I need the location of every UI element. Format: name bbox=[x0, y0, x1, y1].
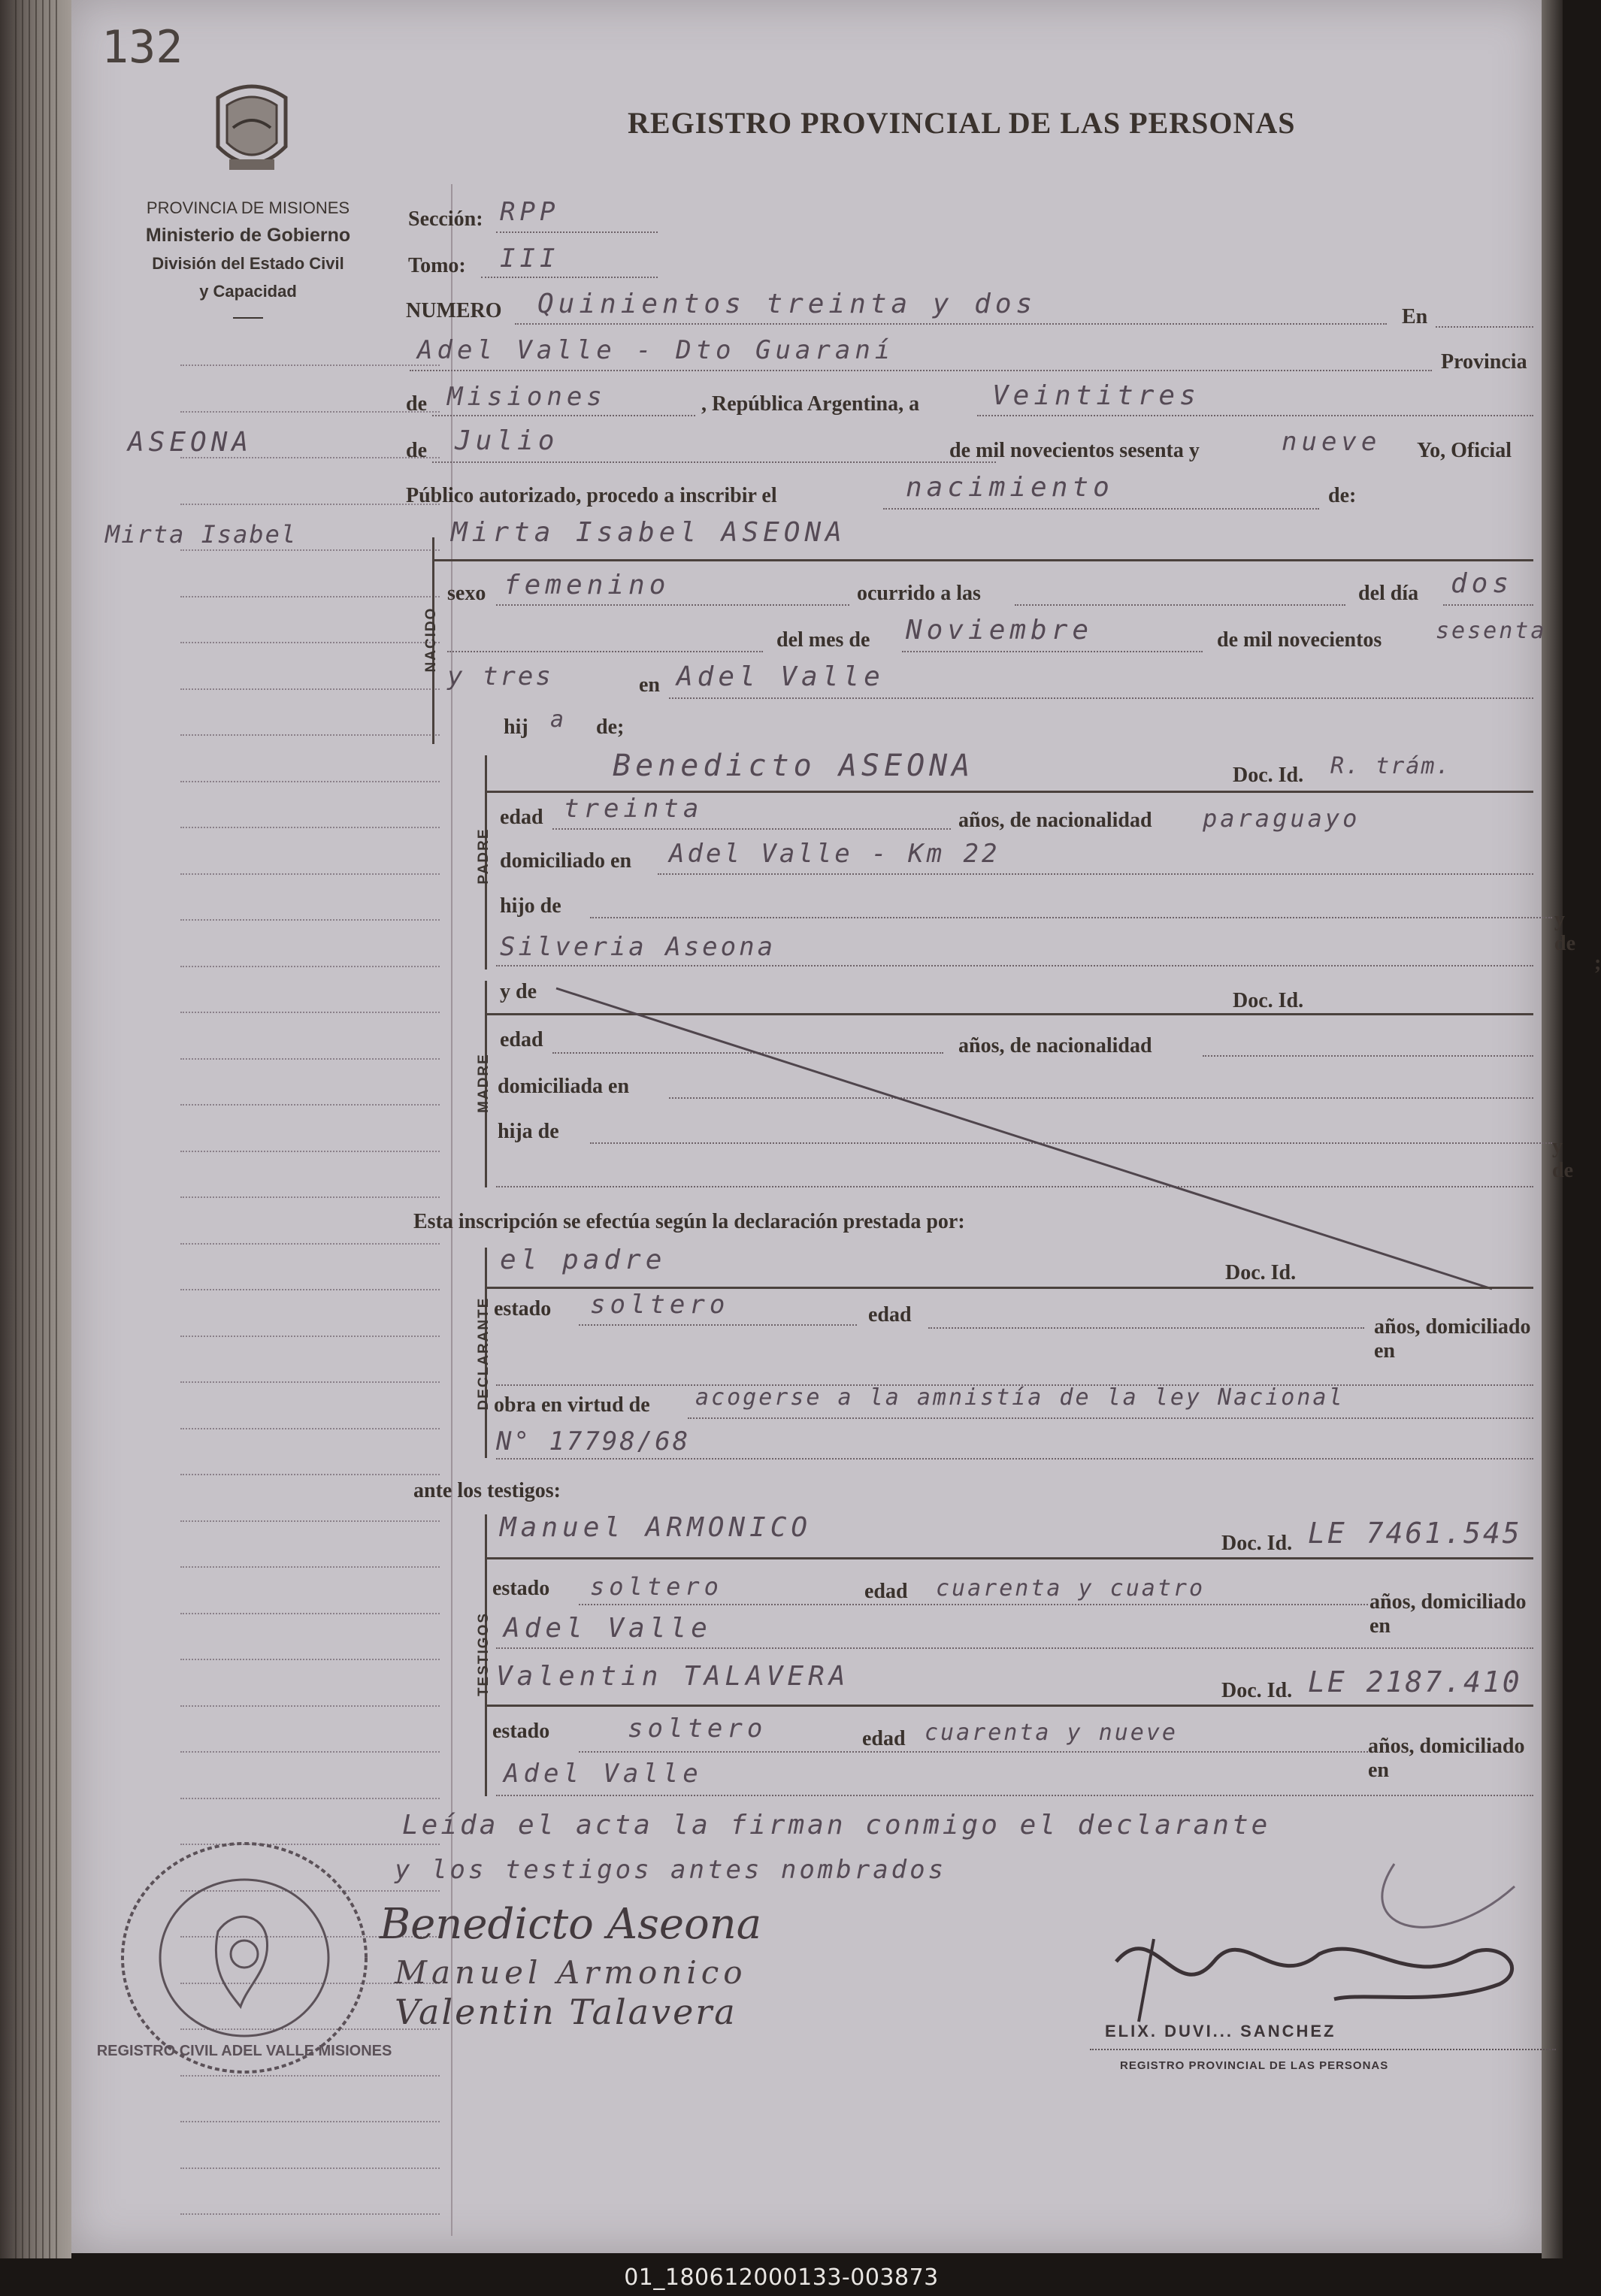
label-anos-dom-t2: años, domiciliado en bbox=[1368, 1735, 1525, 1782]
margin-rule-line bbox=[180, 1289, 440, 1290]
signature-declarante: Benedicto Aseona bbox=[380, 1900, 762, 1949]
label-del-mes: del mes de bbox=[776, 628, 870, 652]
fecha-mes-line bbox=[432, 461, 996, 463]
margin-rule-line bbox=[180, 966, 440, 967]
value-fecha-dia: Veintitres bbox=[992, 380, 1200, 411]
value-acto: nacimiento bbox=[906, 472, 1114, 503]
label-numero: NUMERO bbox=[406, 299, 502, 322]
margin-rule-line bbox=[180, 2213, 440, 2215]
org-line-2: Ministerio de Gobierno bbox=[145, 225, 351, 246]
label-edad-madre: edad bbox=[500, 1028, 543, 1051]
stamp-name: ELIX. DUVI... SANCHEZ bbox=[1105, 2022, 1336, 2040]
margin-rule-line bbox=[180, 1520, 440, 1522]
margin-rule-line bbox=[180, 1196, 440, 1198]
margin-rule-line bbox=[180, 2121, 440, 2122]
value-t2-nombre: Valentin TALAVERA bbox=[496, 1661, 850, 1692]
estado-t2-line bbox=[579, 1751, 1368, 1753]
label-del-dia: del día bbox=[1358, 582, 1419, 605]
book-binding bbox=[0, 0, 71, 2258]
label-sexo: sexo bbox=[447, 582, 486, 605]
org-line-4: y Capacidad bbox=[199, 282, 297, 301]
label-doc-t1: Doc. Id. bbox=[1221, 1532, 1293, 1555]
label-y-de-madre: y de bbox=[500, 980, 537, 1003]
hijo-de-line bbox=[590, 917, 1552, 918]
label-edad-padre: edad bbox=[500, 806, 543, 829]
label-de-mil: de mil novecientos sesenta y bbox=[949, 439, 1200, 462]
label-de-prov: de bbox=[406, 392, 427, 416]
value-anio-nac-2: y tres bbox=[447, 661, 553, 691]
tomo-line bbox=[481, 277, 658, 278]
label-seccion: Sección: bbox=[408, 207, 483, 231]
org-underline bbox=[233, 317, 263, 319]
page-number: 132 bbox=[101, 21, 183, 74]
official-signature-icon bbox=[1049, 1826, 1590, 2037]
value-anio-nac: sesenta bbox=[1436, 618, 1547, 644]
label-estado-t1: estado bbox=[492, 1577, 550, 1600]
edad-padre-line bbox=[552, 828, 951, 830]
margin-rule-line bbox=[180, 1151, 440, 1152]
side-label-declarante: DECLARANTE bbox=[476, 1296, 492, 1411]
margin-rule-line bbox=[180, 1705, 440, 1707]
value-provincia: Misiones bbox=[447, 382, 607, 412]
label-anos-dom-decl: años, domiciliado en bbox=[1374, 1315, 1531, 1363]
domicilio-t1-line bbox=[496, 1647, 1533, 1649]
label-republica: , República Argentina, a bbox=[701, 392, 920, 416]
side-label-testigos: TESTIGOS bbox=[476, 1611, 492, 1697]
label-tomo: Tomo: bbox=[408, 254, 466, 277]
value-obra: acogerse a la amnistía de la ley Nacional bbox=[695, 1384, 1345, 1411]
value-seccion: RPP bbox=[500, 197, 560, 227]
label-de-mil-nov: de mil novecientos bbox=[1217, 628, 1382, 652]
pre-mes-line bbox=[447, 651, 763, 652]
seal-text: REGISTRO CIVIL ADEL VALLE MISIONES bbox=[96, 2043, 392, 2059]
margin-rule-line bbox=[180, 1566, 440, 1568]
mes-line bbox=[902, 651, 1203, 652]
acto-line bbox=[883, 508, 1319, 510]
stamp-dotted-line bbox=[1090, 2049, 1556, 2050]
side-label-padre: PADRE bbox=[476, 827, 492, 885]
signature-testigo-2: Valentin Talavera bbox=[395, 1992, 737, 2032]
side-label-madre: MADRE bbox=[476, 1053, 492, 1113]
lugar-nac-line bbox=[669, 697, 1533, 699]
value-obra-2: N° 17798/68 bbox=[496, 1426, 691, 1457]
label-yo-oficial: Yo, Oficial bbox=[1417, 439, 1512, 462]
value-padre-nombre: Benedicto ASEONA bbox=[613, 749, 975, 783]
fecha-dia-line bbox=[977, 415, 1533, 416]
value-t2-doc: LE 2187.410 bbox=[1308, 1665, 1522, 1699]
image-identifier: 01_180612000133-003873 bbox=[624, 2264, 939, 2291]
value-t1-nombre: Manuel ARMONICO bbox=[500, 1512, 813, 1543]
value-nacido-nombre: Mirta Isabel ASEONA bbox=[451, 517, 846, 548]
closing-line-1: Leída el acta la firman conmigo el declarante bbox=[402, 1810, 1271, 1841]
label-publico: Público autorizado, procedo a inscribir el bbox=[406, 484, 777, 507]
domicilio-t2-line bbox=[496, 1795, 1533, 1796]
label-edad-decl: edad bbox=[868, 1303, 912, 1326]
margin-rule-line bbox=[180, 504, 440, 505]
value-padre-madre: Silveria Aseona bbox=[500, 932, 776, 962]
margin-rule-line bbox=[180, 1243, 440, 1245]
value-lugar-nac: Adel Valle bbox=[676, 661, 885, 692]
margin-rule-line bbox=[180, 1058, 440, 1060]
margin-rule-line bbox=[180, 1104, 440, 1106]
provincial-emblem-icon bbox=[203, 75, 301, 180]
value-padre-nac: paraguayo bbox=[1203, 804, 1360, 833]
value-dia: dos bbox=[1451, 568, 1514, 599]
value-t2-dom: Adel Valle bbox=[504, 1759, 703, 1789]
value-t1-estado: soltero bbox=[590, 1572, 723, 1601]
margin-rule-line bbox=[180, 1428, 440, 1429]
value-padre-doc: R. trám. bbox=[1330, 753, 1451, 779]
value-t2-estado: soltero bbox=[628, 1714, 767, 1744]
label-hijo-de: hijo de bbox=[500, 894, 561, 918]
label-obra: obra en virtud de bbox=[494, 1393, 650, 1417]
value-t1-dom: Adel Valle bbox=[504, 1613, 712, 1644]
label-domiciliada: domiciliada en bbox=[498, 1075, 630, 1098]
org-line-1: PROVINCIA DE MISIONES bbox=[146, 198, 350, 217]
label-en-nac: en bbox=[639, 673, 660, 697]
margin-rule-line bbox=[180, 734, 440, 736]
estado-t1-line bbox=[579, 1604, 1368, 1605]
label-en: En bbox=[1402, 305, 1428, 328]
margin-rule-line bbox=[180, 2167, 440, 2169]
provincia-line bbox=[432, 415, 695, 416]
label-ocurrido: ocurrido a las bbox=[857, 582, 981, 605]
signature-testigo-1: Manuel Armonico bbox=[395, 1954, 747, 1991]
value-padre-edad: treinta bbox=[564, 794, 704, 824]
record-page bbox=[71, 0, 1601, 2253]
margin-rule-line bbox=[180, 1798, 440, 1799]
margin-rule-line bbox=[180, 827, 440, 828]
label-provincia: Provincia bbox=[1441, 350, 1527, 374]
sexo-line bbox=[496, 604, 849, 606]
value-hij: a bbox=[550, 706, 569, 733]
value-lugar: Adel Valle - Dto Guaraní bbox=[417, 335, 895, 365]
label-ante: ante los testigos: bbox=[413, 1479, 561, 1502]
stamp-office: REGISTRO PROVINCIAL DE LAS PERSONAS bbox=[1120, 2059, 1389, 2072]
obra-line bbox=[688, 1417, 1533, 1419]
label-estado-t2: estado bbox=[492, 1720, 550, 1743]
value-mes: Noviembre bbox=[906, 615, 1094, 646]
value-anio: nueve bbox=[1282, 427, 1382, 457]
label-de-colon: de: bbox=[1328, 484, 1357, 507]
obra2-line bbox=[496, 1458, 1533, 1460]
value-decl-estado: soltero bbox=[590, 1290, 730, 1320]
label-hij: hij bbox=[504, 715, 528, 739]
value-fecha-mes: Julio bbox=[455, 425, 559, 456]
padre-madre-line bbox=[496, 965, 1533, 966]
lugar-line bbox=[410, 370, 1432, 371]
nacido-top-rule bbox=[432, 559, 1533, 561]
label-doc-declarante: Doc. Id. bbox=[1225, 1261, 1297, 1284]
margin-rule-line bbox=[180, 1012, 440, 1013]
margin-rule-line bbox=[180, 1336, 440, 1337]
margin-rule-line bbox=[180, 1381, 440, 1383]
margin-rule-line bbox=[180, 1659, 440, 1660]
value-padre-dom: Adel Valle - Km 22 bbox=[669, 839, 1000, 869]
label-doc-padre: Doc. Id. bbox=[1233, 764, 1304, 787]
margin-rule-line bbox=[180, 1474, 440, 1475]
label-edad-t2: edad bbox=[862, 1727, 906, 1750]
margin-rule-line bbox=[180, 549, 440, 551]
label-nac-padre: años, de nacionalidad bbox=[958, 809, 1152, 832]
t1-top-rule bbox=[485, 1557, 1533, 1559]
en-line bbox=[1436, 326, 1533, 328]
org-line-3: División del Estado Civil bbox=[152, 254, 344, 273]
margin-rule-line bbox=[180, 781, 440, 782]
value-tomo: III bbox=[500, 244, 560, 274]
label-estado-decl: estado bbox=[494, 1297, 552, 1320]
label-de-mes: de bbox=[406, 439, 427, 462]
label-edad-t1: edad bbox=[864, 1580, 908, 1603]
label-domiciliado-padre: domiciliado en bbox=[500, 849, 632, 873]
issuing-authority bbox=[113, 194, 383, 305]
value-sexo: femenino bbox=[504, 570, 670, 600]
hora-line bbox=[1015, 604, 1345, 606]
label-y-de-madre-2: y de bbox=[1552, 1135, 1573, 1182]
label-nac-madre: años, de nacionalidad bbox=[958, 1034, 1152, 1057]
margin-rule-line bbox=[180, 411, 440, 413]
crossout-line bbox=[552, 985, 1500, 1293]
margin-rule-line bbox=[180, 919, 440, 921]
value-numero: Quinientos treinta y dos bbox=[537, 289, 1037, 319]
declarante-top-rule bbox=[485, 1287, 1533, 1289]
margin-surname: ASEONA bbox=[128, 427, 253, 458]
seccion-line bbox=[496, 231, 658, 233]
t2-top-rule bbox=[485, 1705, 1533, 1707]
margin-rule-line bbox=[180, 642, 440, 643]
dia-line bbox=[1443, 604, 1533, 606]
label-anos-dom-t1: años, domiciliado en bbox=[1369, 1590, 1527, 1638]
office-seal-icon bbox=[96, 1826, 392, 2082]
label-declaracion: Esta inscripción se efectúa según la declaración prestada por: bbox=[413, 1210, 965, 1233]
estado-decl-line bbox=[579, 1324, 857, 1326]
value-t2-edad: cuarenta y nueve bbox=[925, 1720, 1178, 1746]
margin-rule-line bbox=[180, 873, 440, 875]
page-title: REGISTRO PROVINCIAL DE LAS PERSONAS bbox=[628, 106, 1296, 140]
binding-page-edges bbox=[15, 0, 60, 2258]
side-label-nacido: NACIDO bbox=[423, 607, 439, 673]
semicolon: ; bbox=[1594, 951, 1601, 975]
edad-decl-line bbox=[928, 1327, 1364, 1329]
label-de-semi: de; bbox=[596, 715, 625, 739]
label-hija-de: hija de bbox=[498, 1120, 559, 1143]
domicilio-padre-line bbox=[658, 873, 1533, 875]
value-t1-doc: LE 7461.545 bbox=[1308, 1517, 1522, 1550]
margin-rule-line bbox=[180, 596, 440, 597]
label-doc-madre: Doc. Id. bbox=[1233, 989, 1304, 1012]
margin-rule-line bbox=[180, 688, 440, 690]
value-t1-edad: cuarenta y cuatro bbox=[936, 1575, 1206, 1602]
closing-line-2: y los testigos antes nombrados bbox=[395, 1855, 947, 1885]
margin-rule-line bbox=[180, 365, 440, 366]
margin-rule-line bbox=[180, 1751, 440, 1753]
value-declarante: el padre bbox=[500, 1245, 667, 1275]
margin-rule-line bbox=[180, 1613, 440, 1614]
label-y-de-padre: y de bbox=[1554, 908, 1575, 955]
label-doc-t2: Doc. Id. bbox=[1221, 1679, 1293, 1702]
numero-line bbox=[515, 323, 1387, 325]
margin-given-names: Mirta Isabel bbox=[105, 520, 298, 549]
padre-top-rule bbox=[485, 791, 1533, 793]
